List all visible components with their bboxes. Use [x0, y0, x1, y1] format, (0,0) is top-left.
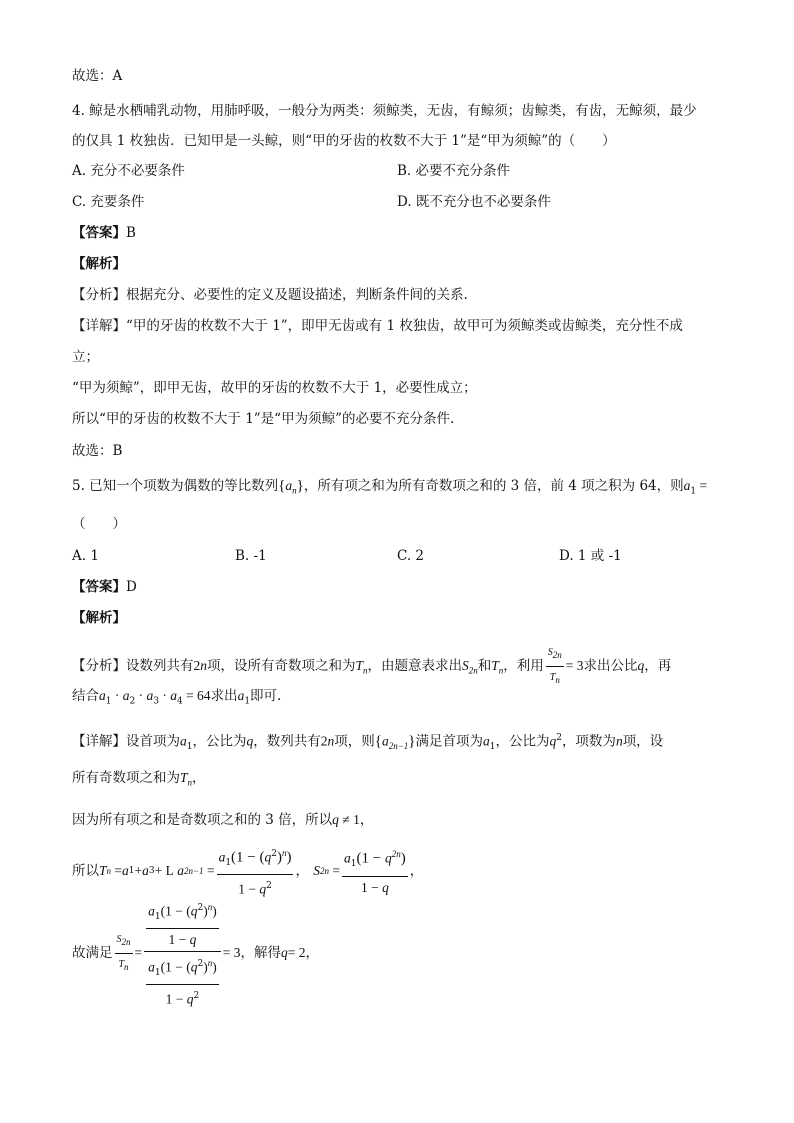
- q4-xiangjie: 【详解】“甲的牙齿的枚数不大于 1”，即甲无齿或有 1 枚独齿，故甲可为须鲸类或齿鲸类，充分性不成: [72, 318, 683, 334]
- q5-fenxi-cont: 结合$a_1 \cdot a_2 \cdot a_3 \cdot a_4 = 64$求出$a_1$即可.: [72, 688, 282, 707]
- q5-ratio-formula: 故满足 $\frac{S_{2n}}{T_n}$ = $\frac{\frac{a_1(1 - (q^2)^n)}{1 - q}}{\frac{a_1(1 - (q^2)^n)}{1 - q^2}}$ = 3 ，解得 q = 2 ，: [72, 908, 319, 998]
- q5-sum-formula: 所以 T n = a 1 + a 3 + L a 2n−1 = $\frac{a_1(1 - (q^2)^n)}{1 - q^2}$ ， S 2n = $\frac{a_1(1 - q^{2n})}{1 - q}$ ，: [72, 848, 423, 894]
- q5-answer: 【答案】D: [72, 579, 137, 595]
- q4-option-a: A. 充分不必要条件: [72, 163, 185, 179]
- q5-option-a: A. 1: [72, 548, 99, 564]
- q4-xiangjie-cont2: “甲为须鲸”，即甲无齿，故甲的牙齿的枚数不大于 1，必要性成立；: [72, 380, 477, 396]
- q5-xiangjie-cont: 所有奇数项之和为$T_n$，: [72, 770, 206, 788]
- q4-xiangjie-cont3: 所以“甲的牙齿的枚数不大于 1”是“甲为须鲸”的必要不充分条件.: [72, 411, 455, 427]
- q4-analysis-tag: 【解析】: [72, 256, 126, 272]
- q4-answer: 【答案】B: [72, 225, 136, 241]
- q4-xiangjie-cont: 立；: [72, 349, 99, 365]
- q5-analysis-tag: 【解析】: [72, 610, 126, 626]
- question-4-stem-cont: 的仅具 1 枚独齿．已知甲是一头鲸，则“甲的牙齿的枚数不大于 1”是“甲为须鲸”的（ ）: [72, 133, 616, 149]
- q4-choose: 故选：B: [72, 443, 123, 459]
- text-line: 故选：A: [72, 68, 123, 84]
- q5-option-d: D. 1 或 -1: [559, 548, 622, 564]
- question-4-stem: 4. 鲸是水栖哺乳动物，用肺呼吸，一般分为两类：须鲸类，无齿，有鲸须；齿鲸类，有齿，无鲸须，最少: [72, 103, 697, 119]
- q4-fenxi: 【分析】根据充分、必要性的定义及题设描述，判断条件间的关系.: [72, 287, 468, 303]
- q5-fenxi: 【分析】设数列共有2n项，设所有奇数项之和为$T_n$，由题意表求出$S_{2n}$和$T_n$，利用 $\frac{S_{2n}}{T_n}$ = 3求出公比q，再: [72, 643, 671, 690]
- q4-option-c: C. 充要条件: [72, 194, 145, 210]
- q4-option-d: D. 既不充分也不必要条件: [397, 194, 551, 210]
- q5-option-b: B. -1: [235, 548, 267, 564]
- q5-reasoning: 因为所有项之和是奇数项之和的 3 倍，所以q ≠ 1，: [72, 812, 374, 828]
- question-5-stem: 5. 已知一个项数为偶数的等比数列$\{a_n\}$，所有项之和为所有奇数项之和的 3 倍，前 4 项之积为 64，则$a_1$ =: [72, 478, 708, 497]
- q5-option-c: C. 2: [397, 548, 425, 564]
- q5-paren: （ ）: [72, 516, 126, 532]
- q5-xiangjie: 【详解】设首项为$a_1$，公比为q，数列共有2n项，则$\{a_{2n-1}\}$满足首项为$a_1$，公比为$q^2$，项数为n项，设: [72, 733, 664, 753]
- q4-option-b: B. 必要不充分条件: [397, 163, 511, 179]
